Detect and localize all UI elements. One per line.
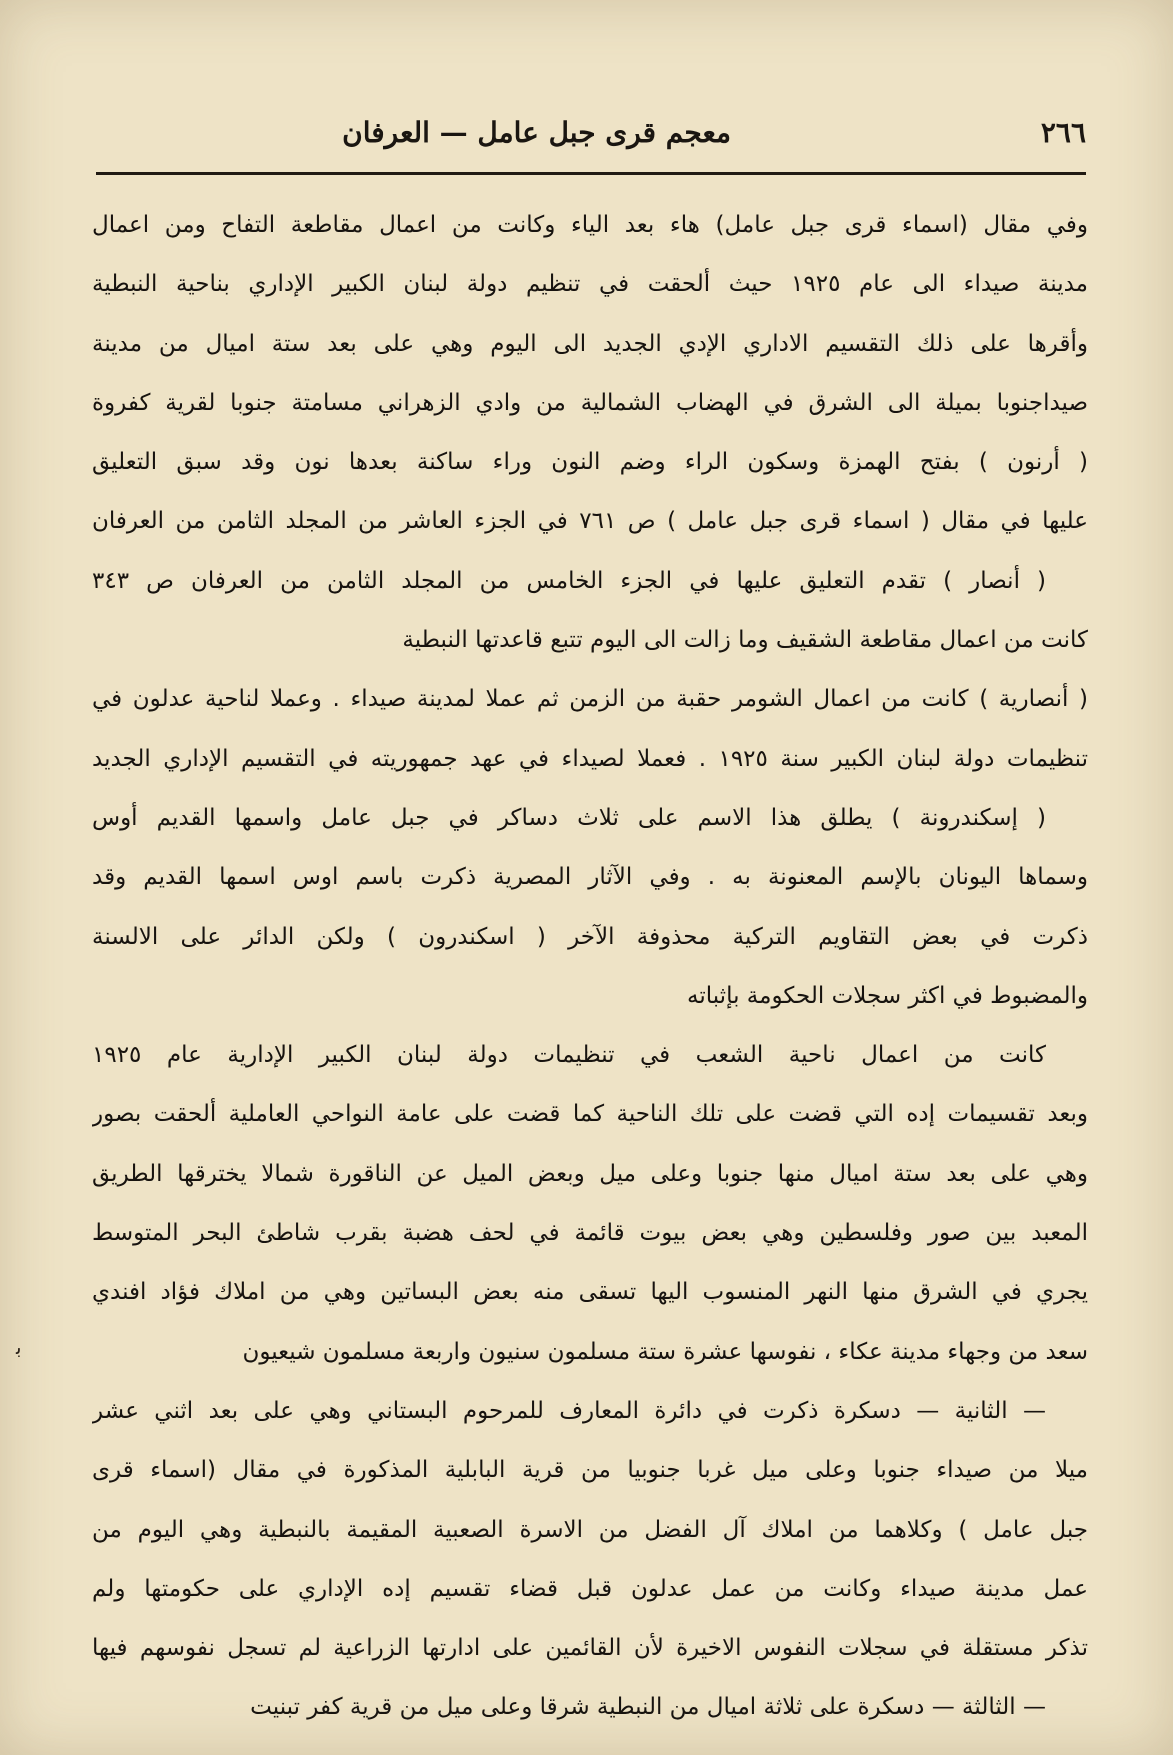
margin-mark: ﺑ (16, 1335, 22, 1359)
text-line: والمضبوط في اكثر سجلات الحكومة بإثباته (687, 982, 1088, 1009)
text-line: صيداجنوبا بميلة الى الشرق في الهضاب الشمالية من وادي الزهراني مسامتة جنوبا لقرية كفروة (92, 389, 1088, 416)
text-line: جبل عامل ) وكلاهما من املاك آل الفضل من الاسرة الصعبية المقيمة بالنبطية وهي اليوم من (92, 1516, 1088, 1543)
text-line: ( إسكندرونة ) يطلق هذا الاسم على ثلاث دساكر في جبل عامل واسمها القديم أوس (92, 804, 1046, 831)
text-line: وبعد تقسيمات إده التي قضت على تلك الناحية كما قضت على عامة النواحي العاملية ألحقت بصور (92, 1101, 1088, 1128)
text-line: ذكرت في بعض التقاويم التركية محذوفة الآخر ( اسكندرون ) ولكن الدائر على الالسنة (92, 923, 1088, 950)
text-line: تذكر مستقلة في سجلات النفوس الاخيرة لأن القائمين على ادارتها الزراعية لم تسجل نفوسهم فيها (92, 1635, 1088, 1662)
text-line: — الثالثة — دسكرة على ثلاثة اميال من النبطية شرقا وعلى ميل من قرية كفر تبنيت (250, 1694, 1046, 1721)
text-line: تنظيمات دولة لبنان الكبير سنة ١٩٢٥ . فعملا لصيداء في عهد جمهوريته في التقسيم الإداري الجديد (92, 745, 1088, 772)
running-title: معجم قرى جبل عامل — العرفان (342, 116, 731, 149)
text-line: ( أنصارية ) كانت من اعمال الشومر حقبة من الزمن ثم عملا لمدينة صيداء . وعملا لناحية عدلون في (92, 686, 1088, 713)
text-line: عليها في مقال ( اسماء قرى جبل عامل ) ص ٧٦١ في الجزء العاشر من المجلد الثامن من العرفان (92, 508, 1088, 535)
text-line: وفي مقال (اسماء قرى جبل عامل) هاء بعد الياء وكانت من اعمال مقاطعة التفاح ومن اعمال (92, 212, 1088, 238)
text-line: ( أنصار ) تقدم التعليق عليها في الجزء الخامس من المجلد الثامن من العرفان ص ٣٤٣ (92, 567, 1046, 594)
text-line: المعبد بين صور وفلسطين وهي بعض بيوت قائمة في لحف هضبة بقرب شاطئ البحر المتوسط (92, 1220, 1088, 1247)
page-header (96, 104, 1086, 160)
header-rule (96, 172, 1086, 175)
text-line: وسماها اليونان بالإسم المعنونة به . وفي الآثار المصرية ذكرت باسم اوس اسمها القديم وقد (92, 864, 1088, 891)
article-body (92, 196, 1088, 1738)
text-line: كانت من اعمال ناحية الشعب في تنظيمات دولة لبنان الكبير الإدارية عام ١٩٢٥ (92, 1042, 1046, 1069)
page-number: ٢٦٦ (1040, 116, 1086, 149)
text-line: ميلا من صيداء جنوبا وعلى ميل غربا جنوبيا من قرية البابلية المذكورة في مقال (اسماء قرى (92, 1457, 1088, 1484)
text-line: وهي على بعد ستة اميال منها جنوبا وعلى ميل وبعض الميل عن الناقورة شمالا يخترقها الطريق (92, 1160, 1088, 1187)
text-line: وأقرها على ذلك التقسيم الاداري الإدي الجديد الى اليوم وهي على بعد ستة اميال من مدينة (92, 330, 1088, 357)
text-line: عمل مدينة صيداء وكانت من عمل عدلون قبل قضاء تقسيم إده الإداري على حكومتها ولم (92, 1575, 1088, 1602)
text-line: سعد من وجهاء مدينة عكاء ، نفوسها عشرة ستة مسلمون سنيون واربعة مسلمون شيعيون (242, 1338, 1088, 1365)
text-line: يجري في الشرق منها النهر المنسوب اليها تسقى منه بعض البساتين وهي من املاك فؤاد افندي (92, 1279, 1088, 1306)
text-line: — الثانية — دسكرة ذكرت في دائرة المعارف للمرحوم البستاني وهي على بعد اثني عشر (92, 1397, 1046, 1424)
text-line: كانت من اعمال مقاطعة الشقيف وما زالت الى اليوم تتبع قاعدتها النبطية (402, 627, 1088, 654)
text-line: ( أرنون ) بفتح الهمزة وسكون الراء وضم النون وراء ساكنة بعدها نون وقد سبق التعليق (92, 449, 1088, 476)
text-line: مدينة صيداء الى عام ١٩٢٥ حيث ألحقت في تنظيم دولة لبنان الكبير الإداري بناحية النبطية (92, 271, 1088, 298)
